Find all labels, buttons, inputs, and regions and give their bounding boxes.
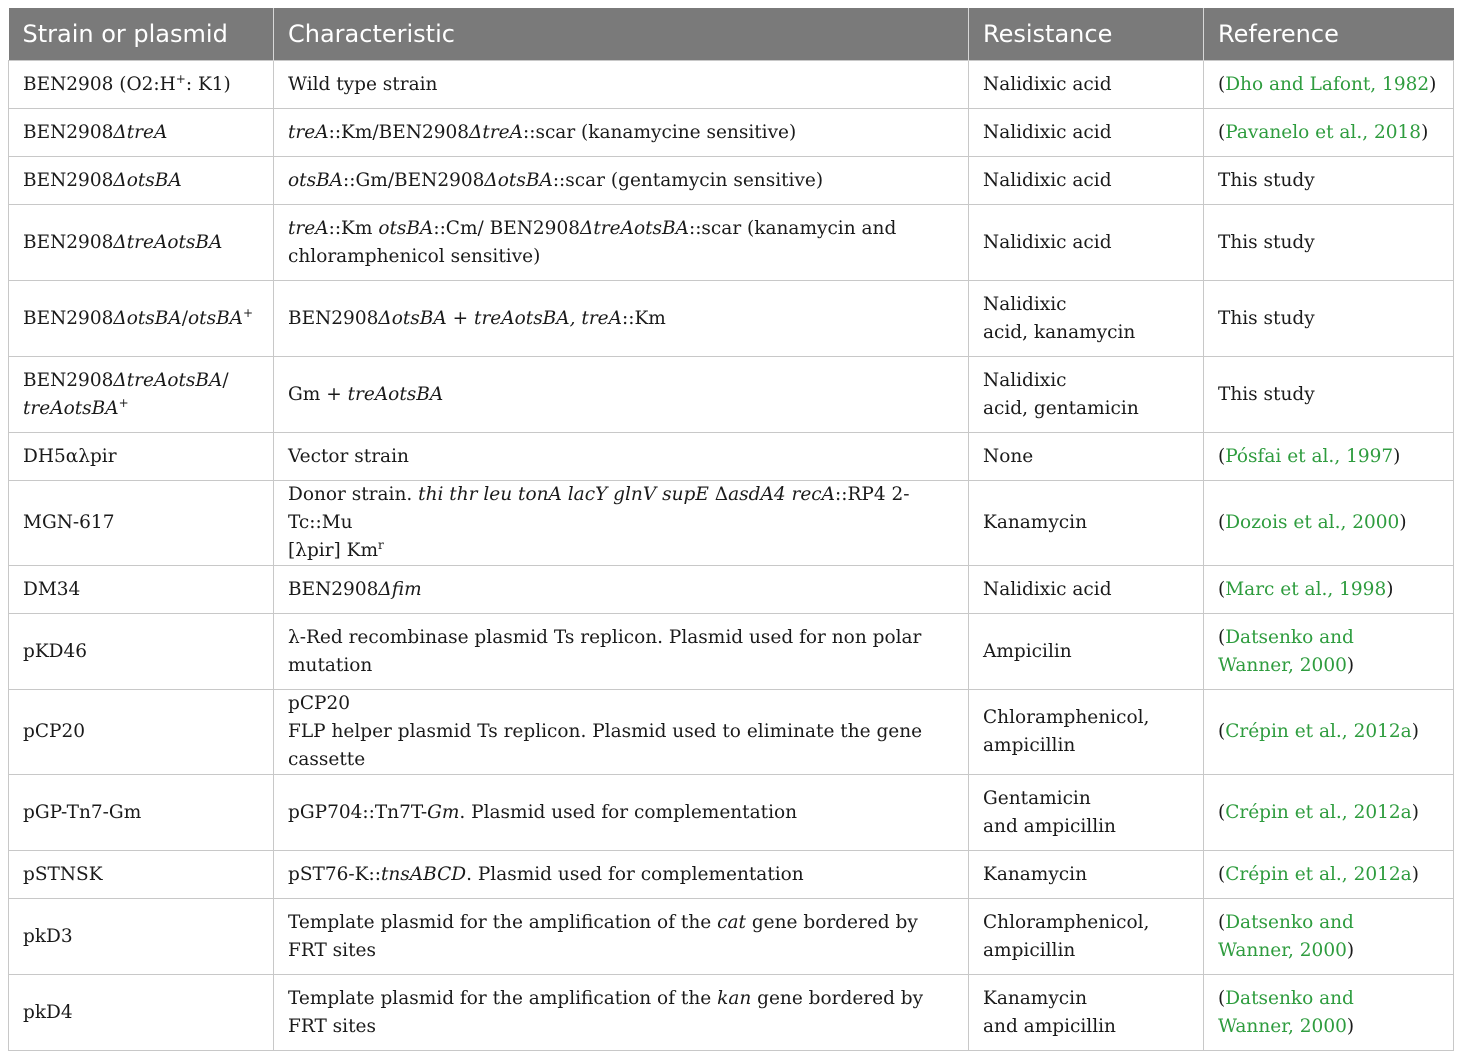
- resistance-cell: Kanamycin and ampicillin: [969, 975, 1204, 1051]
- reference-cell: (Crépin et al., 2012a): [1204, 690, 1454, 775]
- characteristic-cell: pST76-K::tnsABCD. Plasmid used for complementation: [274, 851, 969, 899]
- resistance-cell: Kanamycin: [969, 481, 1204, 566]
- header-resistance: Resistance: [969, 8, 1204, 61]
- reference-link[interactable]: Datsenko and: [1225, 626, 1354, 648]
- reference-cell: (Marc et al., 1998): [1204, 566, 1454, 614]
- resistance-cell: Chloramphenicol, ampicillin: [969, 690, 1204, 775]
- strain-cell: pCP20: [9, 690, 274, 775]
- table-row: [9, 614, 1454, 690]
- characteristic-cell: BEN2908ΔotsBA + treAotsBA, treA::Km: [274, 281, 969, 357]
- strain-cell: pkD4: [9, 975, 274, 1051]
- strain-cell: pSTNSK: [9, 851, 274, 899]
- characteristic-cell: BEN2908Δfim: [274, 566, 969, 614]
- reference-cell: This study: [1204, 205, 1454, 281]
- table-row: [9, 851, 1454, 899]
- table-row: [9, 690, 1454, 775]
- resistance-cell: Nalidixic acid: [969, 109, 1204, 157]
- characteristic-cell: Donor strain. thi thr leu tonA lacY glnV supE ΔasdA4 recA::RP4 2-Tc::Mu [λpir] Km$^r$: [274, 481, 969, 566]
- table-row: [9, 975, 1454, 1051]
- table-row: [9, 775, 1454, 851]
- reference-link[interactable]: Dho and Lafont, 1982: [1225, 73, 1430, 95]
- table-row: [9, 61, 1454, 109]
- resistance-cell: Nalidixic acid, gentamicin: [969, 357, 1204, 433]
- resistance-cell: None: [969, 433, 1204, 481]
- strain-cell: pKD46: [9, 614, 274, 690]
- resistance-cell: Nalidixic acid, kanamycin: [969, 281, 1204, 357]
- reference-link[interactable]: Crépin et al., 2012a: [1225, 721, 1412, 742]
- characteristic-cell: Template plasmid for the amplification of the kan gene bordered by FRT sites: [274, 975, 969, 1051]
- reference-link[interactable]: Wanner, 2000: [1218, 939, 1347, 961]
- resistance-cell: Nalidixic acid: [969, 205, 1204, 281]
- characteristic-cell: Vector strain: [274, 433, 969, 481]
- table-row: [9, 899, 1454, 975]
- strain-cell: MGN-617: [9, 481, 274, 566]
- strain-cell: DM34: [9, 566, 274, 614]
- reference-link[interactable]: Pósfai et al., 1997: [1225, 445, 1394, 467]
- resistance-cell: Gentamicin and ampicillin: [969, 775, 1204, 851]
- characteristic-cell: treA::Km otsBA::Cm/ BEN2908ΔtreAotsBA::scar (kanamycin and chloramphenicol sensitive): [274, 205, 969, 281]
- characteristic-cell: Gm + treAotsBA: [274, 357, 969, 433]
- strain-cell: BEN2908ΔotsBA: [9, 157, 274, 205]
- table-row: [9, 157, 1454, 205]
- resistance-cell: Nalidixic acid: [969, 157, 1204, 205]
- resistance-cell: Nalidixic acid: [969, 61, 1204, 109]
- strain-cell: BEN2908 (O2:H+: K1): [9, 61, 274, 109]
- resistance-cell: Ampicilin: [969, 614, 1204, 690]
- characteristic-cell: pCP20 FLP helper plasmid Ts replicon. Plasmid used to eliminate the gene cassette: [274, 690, 969, 775]
- resistance-cell: Kanamycin: [969, 851, 1204, 899]
- reference-link[interactable]: Wanner, 2000: [1218, 1015, 1347, 1037]
- strain-cell: pGP-Tn7-Gm: [9, 775, 274, 851]
- reference-link[interactable]: Datsenko and: [1225, 911, 1354, 933]
- strain-cell: BEN2908ΔtreA: [9, 109, 274, 157]
- characteristic-cell: Template plasmid for the amplification of the cat gene bordered by FRT sites: [274, 899, 969, 975]
- table-row: [9, 566, 1454, 614]
- header-characteristic: Characteristic: [274, 8, 969, 61]
- reference-cell: (Dho and Lafont, 1982): [1204, 61, 1454, 109]
- table-row: [9, 109, 1454, 157]
- reference-cell: (Pavanelo et al., 2018): [1204, 109, 1454, 157]
- strain-cell: DH5αλpir: [9, 433, 274, 481]
- strains-plasmids-table: [8, 8, 1454, 1051]
- table-row: [9, 481, 1454, 566]
- reference-link[interactable]: Marc et al., 1998: [1225, 578, 1387, 600]
- reference-cell: This study: [1204, 357, 1454, 433]
- reference-cell: (Dozois et al., 2000): [1204, 481, 1454, 566]
- reference-cell: (Datsenko and Wanner, 2000): [1204, 614, 1454, 690]
- strain-cell: BEN2908ΔotsBA/otsBA+: [9, 281, 274, 357]
- reference-cell: This study: [1204, 157, 1454, 205]
- table-row: [9, 205, 1454, 281]
- reference-link[interactable]: Crépin et al., 2012a: [1225, 863, 1412, 885]
- characteristic-cell: pGP704::Tn7T-Gm. Plasmid used for complementation: [274, 775, 969, 851]
- table-header: [9, 8, 1454, 61]
- header-reference: Reference: [1204, 8, 1454, 61]
- reference-cell: (Crépin et al., 2012a): [1204, 775, 1454, 851]
- reference-cell: (Datsenko and Wanner, 2000): [1204, 899, 1454, 975]
- reference-cell: (Pósfai et al., 1997): [1204, 433, 1454, 481]
- reference-cell: (Datsenko and Wanner, 2000): [1204, 975, 1454, 1051]
- table-row: [9, 357, 1454, 433]
- strain-cell: pkD3: [9, 899, 274, 975]
- reference-link[interactable]: Pavanelo et al., 2018: [1225, 121, 1422, 143]
- table-row: [9, 433, 1454, 481]
- reference-link[interactable]: Datsenko and: [1225, 987, 1354, 1009]
- characteristic-cell: otsBA::Gm/BEN2908ΔotsBA::scar (gentamycin sensitive): [274, 157, 969, 205]
- reference-link[interactable]: Wanner, 2000: [1218, 654, 1347, 676]
- reference-link[interactable]: Crépin et al., 2012a: [1225, 801, 1412, 823]
- characteristic-cell: Wild type strain: [274, 61, 969, 109]
- resistance-cell: Chloramphenicol, ampicillin: [969, 899, 1204, 975]
- reference-cell: (Crépin et al., 2012a): [1204, 851, 1454, 899]
- strain-cell: BEN2908ΔtreAotsBA/ treAotsBA+: [9, 357, 274, 433]
- resistance-cell: Nalidixic acid: [969, 566, 1204, 614]
- characteristic-cell: treA::Km/BEN2908ΔtreA::scar (kanamycine sensitive): [274, 109, 969, 157]
- table-row: [9, 281, 1454, 357]
- header-strain: Strain or plasmid: [9, 8, 274, 61]
- characteristic-cell: λ-Red recombinase plasmid Ts replicon. Plasmid used for non polar mutation: [274, 614, 969, 690]
- strain-cell: BEN2908ΔtreAotsBA: [9, 205, 274, 281]
- reference-cell: This study: [1204, 281, 1454, 357]
- reference-link[interactable]: Dozois et al., 2000: [1225, 512, 1400, 533]
